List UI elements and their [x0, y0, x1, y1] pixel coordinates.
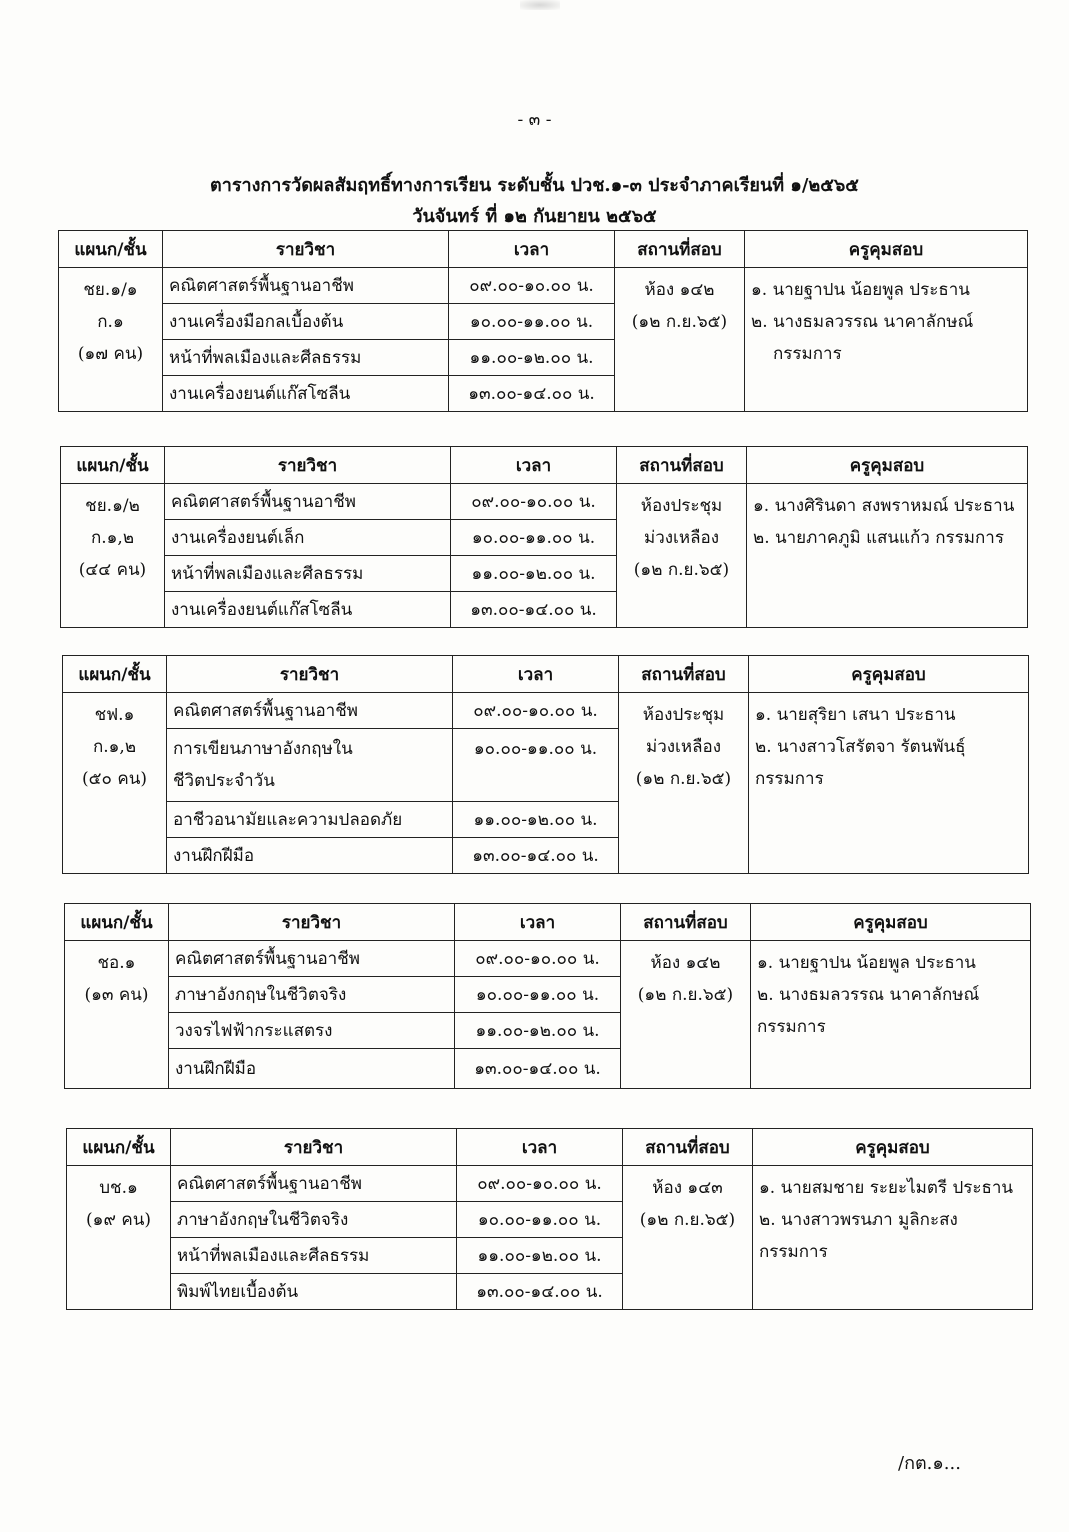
venue-cell: [621, 941, 751, 1089]
dept-count: (๕๐ คน): [82, 769, 147, 789]
subject-cell: ภาษาอังกฤษในชีวิตจริง: [169, 977, 455, 1013]
time-cell: ๑๑.๐๐-๑๒.๐๐ น.: [455, 1013, 621, 1049]
subject-cell: งานเครื่องยนต์แก๊สโซลีน: [163, 376, 449, 412]
staff-line: ๑. นายสุริยา เสนา ประธาน: [755, 705, 956, 725]
header-staff: ครูคุมสอบ: [751, 904, 1031, 941]
subject-line: ชีวิตประจำวัน: [173, 771, 275, 791]
dept-group: ก.๑: [97, 312, 124, 332]
header-dept: แผนก/ชั้น: [67, 1129, 171, 1166]
venue-room-name: ม่วงเหลือง: [646, 737, 721, 757]
dept-cell: [59, 268, 163, 412]
exam-table-5: [66, 1128, 1033, 1310]
header-subject: รายวิชา: [163, 231, 449, 268]
staff-cell: [749, 693, 1029, 874]
time-cell: ๐๙.๐๐-๑๐.๐๐ น.: [451, 484, 617, 520]
time-cell: ๐๙.๐๐-๑๐.๐๐ น.: [457, 1166, 623, 1202]
exam-table-1: [58, 230, 1028, 412]
dept-code: ชย.๑/๑: [83, 280, 138, 300]
subject-cell: คณิตศาสตร์พื้นฐานอาชีพ: [167, 693, 453, 729]
staff-line: ๒. นางธมลวรรณ นาคาลักษณ์: [751, 312, 974, 332]
time-cell: ๑๐.๐๐-๑๑.๐๐ น.: [455, 977, 621, 1013]
dept-cell: [65, 941, 169, 1089]
venue-room: ห้อง ๑๔๓: [652, 1178, 723, 1198]
time-cell: ๑๐.๐๐-๑๑.๐๐ น.: [457, 1202, 623, 1238]
header-subject: รายวิชา: [165, 447, 451, 484]
time-cell: ๑๓.๐๐-๑๔.๐๐ น.: [449, 376, 615, 412]
time-cell: ๐๙.๐๐-๑๐.๐๐ น.: [455, 941, 621, 977]
header-time: เวลา: [455, 904, 621, 941]
staff-line: ๑. นายฐาปน น้อยพูล ประธาน: [757, 953, 976, 973]
dept-count: (๑๙ คน): [86, 1210, 151, 1230]
subject-cell: คณิตศาสตร์พื้นฐานอาชีพ: [165, 484, 451, 520]
staff-line: ๑. นายสมชาย ระยะไมตรี ประธาน: [759, 1178, 1014, 1198]
dept-cell: [61, 484, 165, 628]
venue-date: (๑๒ ก.ย.๖๕): [639, 1210, 736, 1230]
subject-cell: คณิตศาสตร์พื้นฐานอาชีพ: [169, 941, 455, 977]
subject-cell: หน้าที่พลเมืองและศีลธรรม: [171, 1238, 457, 1274]
venue-cell: [615, 268, 745, 412]
dept-group: ก.๑,๒: [90, 528, 135, 548]
staff-line: ๒. นายภาคภูมิ แสนแก้ว กรรมการ: [753, 528, 1004, 548]
scan-mark: [520, 0, 560, 10]
subject-cell: คณิตศาสตร์พื้นฐานอาชีพ: [171, 1166, 457, 1202]
staff-line: ๑. นางศิรินดา สงพราหมณ์ ประธาน: [753, 496, 1015, 516]
dept-group: ก.๑,๒: [92, 737, 137, 757]
venue-date: (๑๒ ก.ย.๖๕): [635, 769, 732, 789]
dept-code: บช.๑: [99, 1178, 138, 1198]
venue-room: ห้องประชุม: [640, 496, 723, 516]
header-dept: แผนก/ชั้น: [61, 447, 165, 484]
venue-room: ห้อง ๑๔๒: [644, 280, 715, 300]
staff-line: ๑. นายฐาปน น้อยพูล ประธาน: [751, 280, 970, 300]
time-cell: ๑๑.๐๐-๑๒.๐๐ น.: [449, 340, 615, 376]
staff-cell: [751, 941, 1031, 1089]
dept-cell: [67, 1166, 171, 1310]
staff-cell: [747, 484, 1028, 628]
staff-line: ๒. นางธมลวรรณ นาคาลักษณ์: [757, 985, 980, 1005]
subject-cell: หน้าที่พลเมืองและศีลธรรม: [163, 340, 449, 376]
staff-line: ๒. นางสาวโสรัตจา รัตนพันธุ์ กรรมการ: [755, 737, 966, 789]
page-number: - ๓ -: [517, 110, 552, 130]
venue-room: ห้อง ๑๔๒: [650, 953, 721, 973]
time-cell: ๑๐.๐๐-๑๑.๐๐ น.: [449, 304, 615, 340]
header-time: เวลา: [449, 231, 615, 268]
dept-code: ชอ.๑: [97, 953, 136, 973]
subject-cell: [167, 729, 453, 802]
header-staff: ครูคุมสอบ: [753, 1129, 1033, 1166]
subject-cell: ภาษาอังกฤษในชีวิตจริง: [171, 1202, 457, 1238]
time-cell: ๑๓.๐๐-๑๔.๐๐ น.: [451, 592, 617, 628]
dept-cell: [63, 693, 167, 874]
header-venue: สถานที่สอบ: [615, 231, 745, 268]
subject-line: การเขียนภาษาอังกฤษใน: [173, 739, 353, 759]
time-cell: ๑๐.๐๐-๑๑.๐๐ น.: [451, 520, 617, 556]
header-staff: ครูคุมสอบ: [747, 447, 1028, 484]
exam-table-3: [62, 655, 1029, 874]
venue-date: (๑๒ ก.ย.๖๕): [631, 312, 728, 332]
staff-cell: [745, 268, 1028, 412]
staff-line: กรรมการ: [757, 1017, 826, 1037]
subject-cell: หน้าที่พลเมืองและศีลธรรม: [165, 556, 451, 592]
time-cell: ๐๙.๐๐-๑๐.๐๐ น.: [449, 268, 615, 304]
staff-line: กรรมการ: [773, 344, 842, 364]
subject-cell: งานเครื่องยนต์เล็ก: [165, 520, 451, 556]
venue-room-name: ม่วงเหลือง: [644, 528, 719, 548]
exam-table-2: [60, 446, 1028, 628]
header-subject: รายวิชา: [171, 1129, 457, 1166]
staff-cell: [753, 1166, 1033, 1310]
staff-line: ๒. นางสาวพรนภา มูลิกะสง กรรมการ: [759, 1210, 958, 1262]
subject-cell: งานเครื่องมือกลเบื้องต้น: [163, 304, 449, 340]
time-cell: ๑๓.๐๐-๑๔.๐๐ น.: [455, 1049, 621, 1089]
title-line-2: วันจันทร์ ที่ ๑๒ กันยายน ๒๕๖๕: [412, 206, 657, 227]
subject-cell: วงจรไฟฟ้ากระแสตรง: [169, 1013, 455, 1049]
subject-cell: คณิตศาสตร์พื้นฐานอาชีพ: [163, 268, 449, 304]
subject-cell: พิมพ์ไทยเบื้องต้น: [171, 1274, 457, 1310]
subject-cell: งานฝึกฝีมือ: [169, 1049, 455, 1089]
header-subject: รายวิชา: [169, 904, 455, 941]
header-dept: แผนก/ชั้น: [63, 656, 167, 693]
time-cell: ๑๑.๐๐-๑๒.๐๐ น.: [457, 1238, 623, 1274]
dept-count: (๑๗ คน): [77, 344, 144, 364]
title-line-1: ตารางการวัดผลสัมฤทธิ์ทางการเรียน ระดับชั้น ปวช.๑-๓ ประจำภาคเรียนที่ ๑/๒๕๖๕: [210, 175, 859, 196]
subject-cell: อาชีวอนามัยและความปลอดภัย: [167, 802, 453, 838]
exam-table-4: [64, 903, 1031, 1089]
time-cell: ๑๐.๐๐-๑๑.๐๐ น.: [453, 729, 619, 802]
time-cell: ๑๑.๐๐-๑๒.๐๐ น.: [453, 802, 619, 838]
document-title: [0, 170, 1069, 232]
header-venue: สถานที่สอบ: [617, 447, 747, 484]
header-venue: สถานที่สอบ: [623, 1129, 753, 1166]
header-time: เวลา: [453, 656, 619, 693]
venue-date: (๑๒ ก.ย.๖๕): [637, 985, 734, 1005]
header-dept: แผนก/ชั้น: [65, 904, 169, 941]
dept-count: (๑๓ คน): [84, 985, 149, 1005]
venue-cell: [617, 484, 747, 628]
header-time: เวลา: [457, 1129, 623, 1166]
dept-code: ชฟ.๑: [94, 705, 135, 725]
header-dept: แผนก/ชั้น: [59, 231, 163, 268]
header-staff: ครูคุมสอบ: [749, 656, 1029, 693]
venue-cell: [623, 1166, 753, 1310]
venue-room: ห้องประชุม: [642, 705, 725, 725]
subject-cell: งานฝึกฝีมือ: [167, 838, 453, 874]
header-staff: ครูคุมสอบ: [745, 231, 1028, 268]
dept-count: (๔๔ คน): [78, 560, 147, 580]
continuation-note: /กต.๑...: [898, 1453, 961, 1474]
header-subject: รายวิชา: [167, 656, 453, 693]
subject-cell: งานเครื่องยนต์แก๊สโซลีน: [165, 592, 451, 628]
header-venue: สถานที่สอบ: [621, 904, 751, 941]
venue-cell: [619, 693, 749, 874]
dept-code: ชย.๑/๒: [85, 496, 140, 516]
time-cell: ๐๙.๐๐-๑๐.๐๐ น.: [453, 693, 619, 729]
time-cell: ๑๑.๐๐-๑๒.๐๐ น.: [451, 556, 617, 592]
header-venue: สถานที่สอบ: [619, 656, 749, 693]
time-cell: ๑๓.๐๐-๑๔.๐๐ น.: [453, 838, 619, 874]
venue-date: (๑๒ ก.ย.๖๕): [633, 560, 730, 580]
header-time: เวลา: [451, 447, 617, 484]
time-cell: ๑๓.๐๐-๑๔.๐๐ น.: [457, 1274, 623, 1310]
